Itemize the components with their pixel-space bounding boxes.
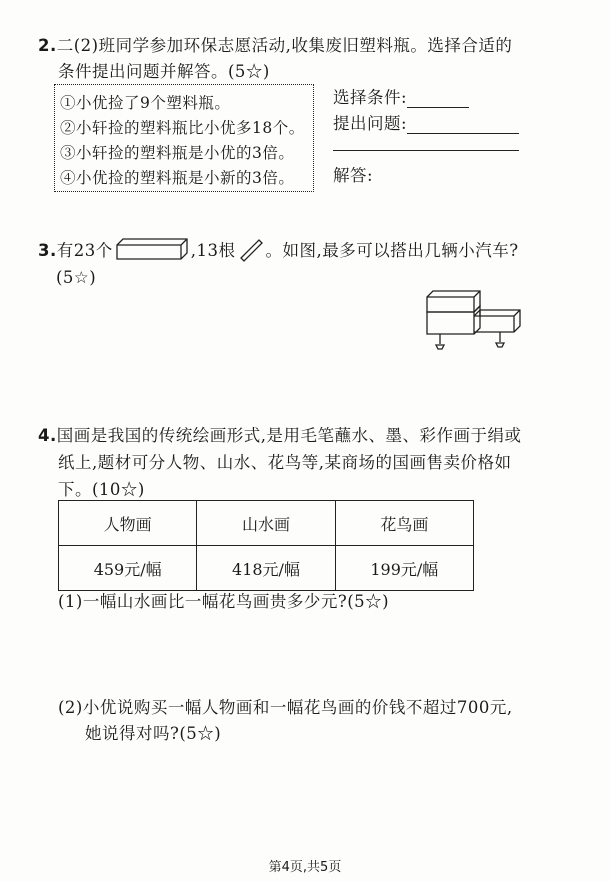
q3-text-3: 。如图,最多可以搭出几辆小汽车?: [265, 241, 519, 260]
q3-text-2: ,13根: [190, 241, 236, 260]
q2-number: 2.: [38, 36, 57, 55]
select-condition-blank[interactable]: [407, 89, 469, 108]
ask-question-label: 提出问题:: [333, 114, 408, 133]
q4-line3: 下。(10☆): [58, 480, 145, 499]
price-flower-bird-painting: 199元/幅: [335, 546, 473, 591]
condition-3: ③小轩捡的塑料瓶是小优的3倍。: [60, 144, 295, 162]
q4-sub1: (1)一幅山水画比一幅花鸟画贵多少元?(5☆): [58, 592, 390, 611]
condition-1: ①小优捡了9个塑料瓶。: [60, 94, 231, 112]
q4-line2: 纸上,题材可分人物、山水、花鸟等,某商场的国画售卖价格如: [58, 453, 512, 472]
q4-line1: [38, 422, 522, 446]
q2-conditions-box: [54, 84, 314, 192]
table-price-row: [59, 546, 474, 591]
table-header-row: [59, 501, 474, 546]
question-continue-line[interactable]: [333, 150, 519, 151]
price-figure-painting: 459元/幅: [59, 546, 197, 591]
page-number: 第4页,共5页: [268, 860, 342, 875]
q4-number: 4.: [38, 426, 57, 445]
q2-text-1: 二(2)班同学参加环保志愿活动,收集废旧塑料瓶。选择合适的: [56, 36, 513, 55]
q2-line1: [38, 32, 512, 56]
ask-question-row: [333, 110, 519, 134]
q4-text-1: 国画是我国的传统绘画形式,是用毛笔蘸水、墨、彩作画于绢或: [56, 426, 522, 445]
q2-line2: 条件提出问题并解答。(5☆): [58, 62, 270, 81]
q4-sub2-line1: (2)小优说购买一幅人物画和一幅花鸟画的价钱不超过700元,: [58, 698, 513, 717]
condition-4: ④小优捡的塑料瓶是小新的3倍。: [60, 169, 295, 187]
header-landscape-painting: 山水画: [197, 501, 335, 546]
select-condition-label: 选择条件:: [333, 88, 408, 107]
header-figure-painting: 人物画: [59, 501, 197, 546]
q3-number: 3.: [38, 241, 57, 260]
q3-text-1: 有23个: [56, 241, 113, 260]
ask-question-blank[interactable]: [407, 115, 519, 134]
stick-icon: [237, 236, 265, 262]
header-flower-bird-painting: 花鸟画: [335, 501, 473, 546]
toy-car-figure: [420, 288, 528, 354]
block-icon: [115, 237, 189, 261]
q3-stars: (5☆): [56, 268, 97, 287]
condition-2: ②小轩捡的塑料瓶比小优多18个。: [60, 119, 305, 137]
price-landscape-painting: 418元/幅: [197, 546, 335, 591]
select-condition-row: [333, 84, 469, 108]
q4-sub2-line2: 她说得对吗?(5☆): [85, 724, 222, 743]
answer-label: 解答:: [333, 166, 374, 185]
q3-line1: [38, 236, 519, 262]
price-table: [58, 500, 474, 591]
